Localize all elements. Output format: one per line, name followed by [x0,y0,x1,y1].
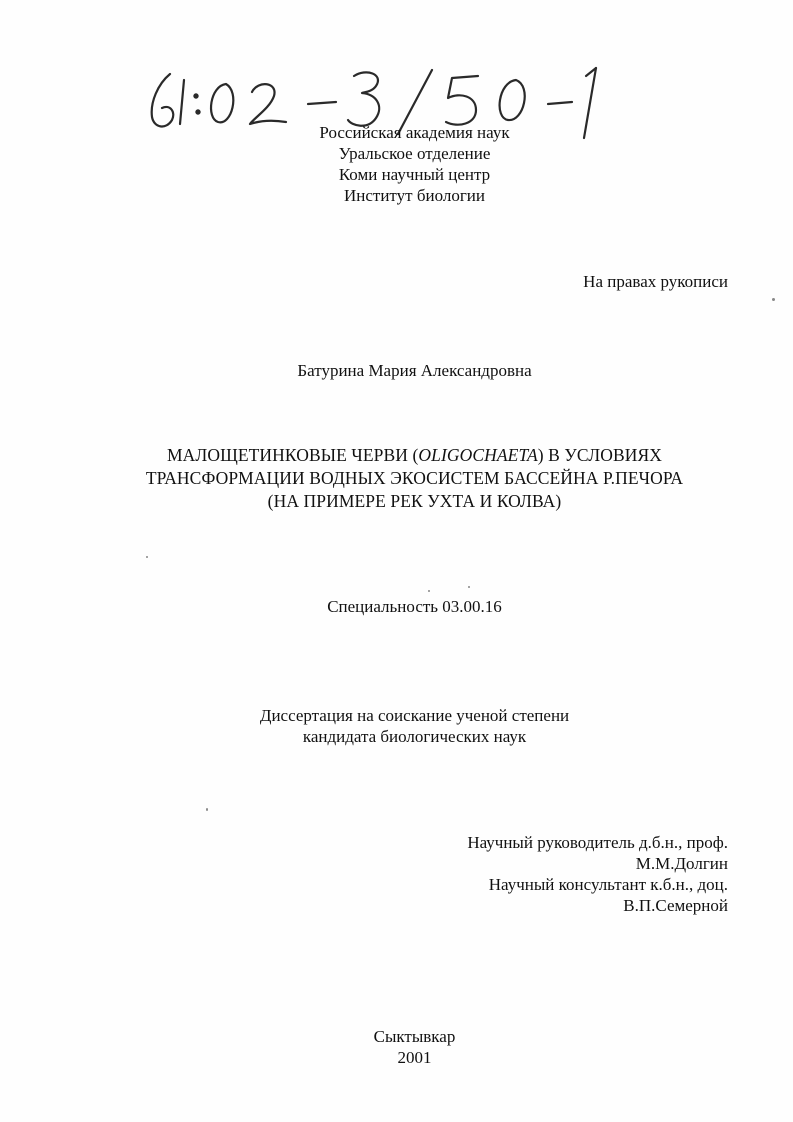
organization-block [18,122,793,206]
consultant-title: Научный консультант к.б.н., доц. [488,875,728,894]
speciality-code: Специальность 03.00.16 [327,597,502,616]
thesis-title [18,444,793,513]
author-name: Батурина Мария Александровна [297,361,532,380]
scan-speck [428,590,430,592]
organization-line: Коми научный центр [338,165,491,184]
organization-line: Институт биологии [343,186,485,205]
dissertation-line: кандидата биологических наук [302,727,527,746]
speciality-block [18,596,793,617]
author-block [18,360,793,381]
supervisor-name: М.М.Долгин [635,854,728,873]
scan-speck [146,556,148,558]
dissertation-block [18,705,793,747]
title-line-2: ТРАНСФОРМАЦИИ ВОДНЫХ ЭКОСИСТЕМ БАССЕЙНА Р.ПЕЧОРА [145,468,684,488]
title-line-1-end: ) В УСЛОВИЯХ [537,445,662,465]
title-latin-name: OLIGOCHAETA [418,445,538,465]
dissertation-line: Диссертация на соискание ученой степени [259,706,570,725]
title-line-1 [18,444,793,467]
rights-note: На правах рукописи [583,272,728,291]
supervisors-block [467,832,728,916]
year: 2001 [397,1048,432,1067]
organization-line: Уральское отделение [338,144,491,163]
scan-speck [468,586,470,588]
consultant-name: В.П.Семерной [623,896,728,915]
scan-speck [206,808,208,811]
city: Сыктывкар [373,1027,456,1046]
imprint-block [18,1026,793,1068]
title-line-3: (НА ПРИМЕРЕ РЕК УХТА И КОЛВА) [267,491,562,511]
scan-speck [772,298,775,301]
organization-line: Российская академия наук [319,123,510,142]
title-line-1-start: МАЛОЩЕТИНКОВЫЕ ЧЕРВИ ( [166,445,419,465]
supervisor-title: Научный руководитель д.б.н., проф. [467,833,728,852]
